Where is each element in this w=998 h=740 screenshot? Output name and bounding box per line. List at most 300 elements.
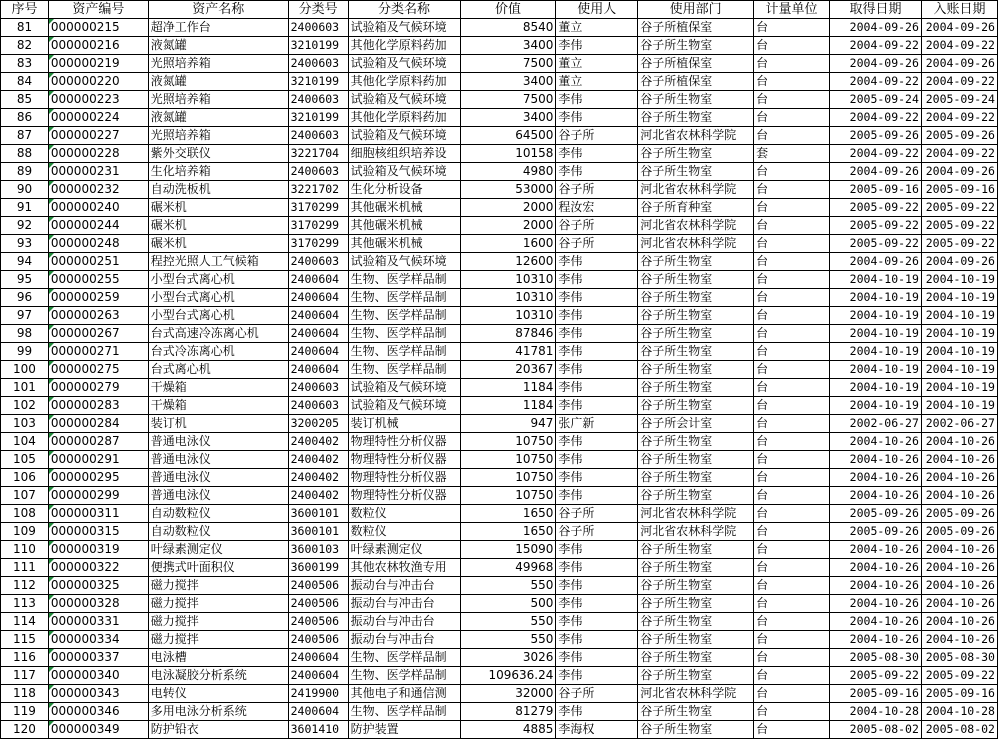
cell-index[interactable]: 97	[1, 307, 49, 325]
cell-index[interactable]: 81	[1, 19, 49, 37]
cell-unit[interactable]: 台	[754, 649, 830, 667]
cell-asset-name[interactable]: 多用电泳分析系统	[148, 703, 288, 721]
cell-user[interactable]: 李伟	[556, 487, 638, 505]
cell-acquired-date[interactable]: 2004-10-26	[830, 613, 922, 631]
cell-class-name[interactable]: 物理特性分析仪器	[348, 433, 460, 451]
cell-unit[interactable]: 台	[754, 721, 830, 739]
cell-unit[interactable]: 台	[754, 181, 830, 199]
cell-user[interactable]: 李伟	[556, 289, 638, 307]
cell-class-name[interactable]: 振动台与冲击台	[348, 577, 460, 595]
cell-acquired-date[interactable]: 2005-09-22	[830, 199, 922, 217]
cell-user[interactable]: 李伟	[556, 361, 638, 379]
cell-unit[interactable]: 台	[754, 19, 830, 37]
cell-unit[interactable]: 台	[754, 235, 830, 253]
cell-booked-date[interactable]: 2005-09-16	[921, 181, 997, 199]
cell-unit[interactable]: 台	[754, 271, 830, 289]
cell-asset-code[interactable]: 000000291	[48, 451, 148, 469]
cell-index[interactable]: 98	[1, 325, 49, 343]
cell-unit[interactable]: 台	[754, 127, 830, 145]
cell-value[interactable]: 4885	[460, 721, 556, 739]
header-cell-class-code[interactable]: 分类号	[288, 1, 348, 19]
cell-class-name[interactable]: 试验箱及气候环境	[348, 55, 460, 73]
cell-unit[interactable]: 台	[754, 109, 830, 127]
cell-booked-date[interactable]: 2005-09-16	[921, 685, 997, 703]
cell-class-code[interactable]: 3170299	[288, 217, 348, 235]
cell-class-code[interactable]: 3600101	[288, 505, 348, 523]
cell-acquired-date[interactable]: 2005-08-02	[830, 721, 922, 739]
cell-user[interactable]: 李伟	[556, 631, 638, 649]
cell-acquired-date[interactable]: 2004-10-26	[830, 577, 922, 595]
cell-class-code[interactable]: 2400604	[288, 289, 348, 307]
cell-department[interactable]: 谷子所会计室	[638, 415, 754, 433]
cell-department[interactable]: 谷子所生物室	[638, 667, 754, 685]
cell-asset-name[interactable]: 装订机	[148, 415, 288, 433]
cell-index[interactable]: 93	[1, 235, 49, 253]
cell-department[interactable]: 谷子所生物室	[638, 631, 754, 649]
cell-class-code[interactable]: 2400506	[288, 577, 348, 595]
cell-value[interactable]: 53000	[460, 181, 556, 199]
cell-booked-date[interactable]: 2005-09-26	[921, 505, 997, 523]
cell-class-name[interactable]: 防护装置	[348, 721, 460, 739]
cell-user[interactable]: 李伟	[556, 433, 638, 451]
cell-class-code[interactable]: 2400506	[288, 613, 348, 631]
cell-asset-name[interactable]: 普通电泳仪	[148, 469, 288, 487]
cell-value[interactable]: 10750	[460, 433, 556, 451]
cell-user[interactable]: 李伟	[556, 253, 638, 271]
cell-asset-name[interactable]: 光照培养箱	[148, 55, 288, 73]
cell-class-code[interactable]: 2400604	[288, 667, 348, 685]
cell-value[interactable]: 64500	[460, 127, 556, 145]
cell-class-code[interactable]: 2400402	[288, 433, 348, 451]
cell-index[interactable]: 115	[1, 631, 49, 649]
cell-acquired-date[interactable]: 2005-09-26	[830, 523, 922, 541]
cell-asset-code[interactable]: 000000325	[48, 577, 148, 595]
cell-acquired-date[interactable]: 2004-10-19	[830, 325, 922, 343]
cell-class-code[interactable]: 3221704	[288, 145, 348, 163]
cell-unit[interactable]: 台	[754, 343, 830, 361]
cell-user[interactable]: 李伟	[556, 559, 638, 577]
cell-booked-date[interactable]: 2005-09-22	[921, 235, 997, 253]
cell-booked-date[interactable]: 2005-09-22	[921, 667, 997, 685]
cell-acquired-date[interactable]: 2004-10-19	[830, 289, 922, 307]
cell-class-name[interactable]: 生物、医学样品制	[348, 343, 460, 361]
cell-department[interactable]: 谷子所植保室	[638, 73, 754, 91]
cell-index[interactable]: 107	[1, 487, 49, 505]
cell-value[interactable]: 41781	[460, 343, 556, 361]
cell-class-code[interactable]: 2400603	[288, 253, 348, 271]
cell-user[interactable]: 李海权	[556, 721, 638, 739]
cell-index[interactable]: 85	[1, 91, 49, 109]
cell-asset-name[interactable]: 干燥箱	[148, 397, 288, 415]
cell-asset-code[interactable]: 000000228	[48, 145, 148, 163]
cell-asset-name[interactable]: 台式冷冻离心机	[148, 343, 288, 361]
cell-user[interactable]: 董立	[556, 55, 638, 73]
cell-value[interactable]: 10750	[460, 451, 556, 469]
cell-index[interactable]: 118	[1, 685, 49, 703]
cell-index[interactable]: 111	[1, 559, 49, 577]
cell-index[interactable]: 83	[1, 55, 49, 73]
cell-unit[interactable]: 台	[754, 163, 830, 181]
cell-booked-date[interactable]: 2004-09-22	[921, 73, 997, 91]
cell-department[interactable]: 谷子所生物室	[638, 559, 754, 577]
cell-index[interactable]: 101	[1, 379, 49, 397]
cell-asset-code[interactable]: 000000328	[48, 595, 148, 613]
cell-department[interactable]: 谷子所生物室	[638, 37, 754, 55]
cell-user[interactable]: 李伟	[556, 397, 638, 415]
cell-department[interactable]: 谷子所生物室	[638, 649, 754, 667]
cell-user[interactable]: 谷子所	[556, 523, 638, 541]
cell-department[interactable]: 谷子所植保室	[638, 55, 754, 73]
cell-unit[interactable]: 台	[754, 559, 830, 577]
cell-value[interactable]: 1600	[460, 235, 556, 253]
cell-acquired-date[interactable]: 2005-09-24	[830, 91, 922, 109]
cell-asset-code[interactable]: 000000284	[48, 415, 148, 433]
cell-class-code[interactable]: 3601410	[288, 721, 348, 739]
cell-department[interactable]: 谷子所生物室	[638, 613, 754, 631]
cell-user[interactable]: 李伟	[556, 343, 638, 361]
cell-unit[interactable]: 台	[754, 289, 830, 307]
cell-acquired-date[interactable]: 2004-10-19	[830, 379, 922, 397]
cell-index[interactable]: 89	[1, 163, 49, 181]
cell-class-name[interactable]: 生物、医学样品制	[348, 361, 460, 379]
cell-acquired-date[interactable]: 2004-10-19	[830, 361, 922, 379]
cell-unit[interactable]: 台	[754, 631, 830, 649]
cell-class-code[interactable]: 2400604	[288, 307, 348, 325]
cell-index[interactable]: 87	[1, 127, 49, 145]
cell-index[interactable]: 94	[1, 253, 49, 271]
cell-asset-code[interactable]: 000000343	[48, 685, 148, 703]
cell-class-name[interactable]: 生物、医学样品制	[348, 703, 460, 721]
cell-index[interactable]: 86	[1, 109, 49, 127]
cell-class-name[interactable]: 试验箱及气候环境	[348, 127, 460, 145]
cell-acquired-date[interactable]: 2004-10-19	[830, 307, 922, 325]
cell-asset-code[interactable]: 000000244	[48, 217, 148, 235]
cell-user[interactable]: 谷子所	[556, 181, 638, 199]
cell-index[interactable]: 106	[1, 469, 49, 487]
cell-index[interactable]: 84	[1, 73, 49, 91]
cell-asset-name[interactable]: 叶绿素测定仪	[148, 541, 288, 559]
cell-unit[interactable]: 台	[754, 217, 830, 235]
cell-user[interactable]: 李伟	[556, 451, 638, 469]
cell-value[interactable]: 1184	[460, 397, 556, 415]
cell-acquired-date[interactable]: 2004-09-22	[830, 73, 922, 91]
cell-asset-code[interactable]: 000000223	[48, 91, 148, 109]
cell-asset-name[interactable]: 超净工作台	[148, 19, 288, 37]
cell-class-name[interactable]: 装订机械	[348, 415, 460, 433]
cell-unit[interactable]: 台	[754, 703, 830, 721]
cell-asset-code[interactable]: 000000267	[48, 325, 148, 343]
header-cell-asset-code[interactable]: 资产编号	[48, 1, 148, 19]
cell-department[interactable]: 河北省农林科学院	[638, 181, 754, 199]
cell-class-name[interactable]: 数粒仪	[348, 505, 460, 523]
cell-acquired-date[interactable]: 2004-09-22	[830, 109, 922, 127]
cell-class-code[interactable]: 2400604	[288, 703, 348, 721]
cell-booked-date[interactable]: 2002-06-27	[921, 415, 997, 433]
cell-department[interactable]: 河北省农林科学院	[638, 235, 754, 253]
cell-class-code[interactable]: 3200205	[288, 415, 348, 433]
cell-department[interactable]: 谷子所生物室	[638, 163, 754, 181]
cell-class-code[interactable]: 3210199	[288, 37, 348, 55]
cell-booked-date[interactable]: 2004-09-22	[921, 109, 997, 127]
cell-unit[interactable]: 台	[754, 685, 830, 703]
cell-index[interactable]: 105	[1, 451, 49, 469]
cell-asset-code[interactable]: 000000220	[48, 73, 148, 91]
cell-value[interactable]: 32000	[460, 685, 556, 703]
cell-unit[interactable]: 台	[754, 73, 830, 91]
cell-index[interactable]: 99	[1, 343, 49, 361]
cell-index[interactable]: 82	[1, 37, 49, 55]
cell-asset-name[interactable]: 台式离心机	[148, 361, 288, 379]
cell-class-code[interactable]: 2400402	[288, 451, 348, 469]
cell-class-name[interactable]: 物理特性分析仪器	[348, 451, 460, 469]
cell-value[interactable]: 81279	[460, 703, 556, 721]
cell-unit[interactable]: 台	[754, 433, 830, 451]
cell-user[interactable]: 李伟	[556, 307, 638, 325]
cell-asset-name[interactable]: 小型台式离心机	[148, 307, 288, 325]
cell-department[interactable]: 谷子所生物室	[638, 271, 754, 289]
cell-class-name[interactable]: 生物、医学样品制	[348, 649, 460, 667]
cell-class-code[interactable]: 2400604	[288, 325, 348, 343]
cell-booked-date[interactable]: 2005-08-02	[921, 721, 997, 739]
cell-booked-date[interactable]: 2004-10-19	[921, 379, 997, 397]
cell-acquired-date[interactable]: 2005-08-30	[830, 649, 922, 667]
cell-unit[interactable]: 台	[754, 199, 830, 217]
header-cell-acquired-date[interactable]: 取得日期	[830, 1, 922, 19]
cell-asset-name[interactable]: 碾米机	[148, 199, 288, 217]
cell-user[interactable]: 李伟	[556, 703, 638, 721]
cell-unit[interactable]: 台	[754, 55, 830, 73]
cell-asset-name[interactable]: 小型台式离心机	[148, 289, 288, 307]
cell-asset-name[interactable]: 普通电泳仪	[148, 451, 288, 469]
cell-value[interactable]: 3400	[460, 73, 556, 91]
cell-class-code[interactable]: 2419900	[288, 685, 348, 703]
cell-value[interactable]: 3400	[460, 109, 556, 127]
cell-asset-code[interactable]: 000000340	[48, 667, 148, 685]
cell-booked-date[interactable]: 2005-09-22	[921, 199, 997, 217]
cell-user[interactable]: 李伟	[556, 163, 638, 181]
cell-acquired-date[interactable]: 2004-10-19	[830, 343, 922, 361]
cell-asset-name[interactable]: 电转仪	[148, 685, 288, 703]
cell-asset-name[interactable]: 紫外交联仪	[148, 145, 288, 163]
cell-unit[interactable]: 台	[754, 667, 830, 685]
cell-unit[interactable]: 台	[754, 361, 830, 379]
cell-asset-name[interactable]: 台式高速冷冻离心机	[148, 325, 288, 343]
cell-class-name[interactable]: 其他碾米机械	[348, 199, 460, 217]
cell-booked-date[interactable]: 2004-09-22	[921, 145, 997, 163]
cell-asset-code[interactable]: 000000279	[48, 379, 148, 397]
cell-asset-code[interactable]: 000000215	[48, 19, 148, 37]
cell-class-code[interactable]: 3210199	[288, 73, 348, 91]
cell-class-code[interactable]: 2400604	[288, 361, 348, 379]
cell-index[interactable]: 109	[1, 523, 49, 541]
cell-value[interactable]: 3026	[460, 649, 556, 667]
cell-class-code[interactable]: 2400506	[288, 595, 348, 613]
cell-value[interactable]: 7500	[460, 55, 556, 73]
cell-asset-code[interactable]: 000000255	[48, 271, 148, 289]
cell-class-name[interactable]: 其他碾米机械	[348, 235, 460, 253]
cell-class-code[interactable]: 2400604	[288, 271, 348, 289]
cell-class-name[interactable]: 叶绿素测定仪	[348, 541, 460, 559]
cell-class-code[interactable]: 2400603	[288, 127, 348, 145]
cell-index[interactable]: 116	[1, 649, 49, 667]
cell-asset-name[interactable]: 碾米机	[148, 217, 288, 235]
cell-asset-code[interactable]: 000000259	[48, 289, 148, 307]
cell-index[interactable]: 96	[1, 289, 49, 307]
cell-asset-name[interactable]: 自动洗板机	[148, 181, 288, 199]
cell-asset-code[interactable]: 000000295	[48, 469, 148, 487]
cell-booked-date[interactable]: 2004-10-26	[921, 613, 997, 631]
cell-asset-name[interactable]: 自动数粒仪	[148, 505, 288, 523]
cell-booked-date[interactable]: 2004-10-19	[921, 325, 997, 343]
cell-booked-date[interactable]: 2004-10-28	[921, 703, 997, 721]
cell-asset-code[interactable]: 000000224	[48, 109, 148, 127]
cell-asset-code[interactable]: 000000315	[48, 523, 148, 541]
cell-acquired-date[interactable]: 2004-10-26	[830, 469, 922, 487]
cell-acquired-date[interactable]: 2002-06-27	[830, 415, 922, 433]
cell-asset-code[interactable]: 000000322	[48, 559, 148, 577]
cell-class-code[interactable]: 2400603	[288, 55, 348, 73]
cell-class-name[interactable]: 数粒仪	[348, 523, 460, 541]
cell-acquired-date[interactable]: 2004-10-19	[830, 397, 922, 415]
cell-unit[interactable]: 套	[754, 145, 830, 163]
cell-booked-date[interactable]: 2004-10-26	[921, 631, 997, 649]
cell-user[interactable]: 董立	[556, 73, 638, 91]
cell-asset-code[interactable]: 000000219	[48, 55, 148, 73]
cell-booked-date[interactable]: 2004-10-26	[921, 487, 997, 505]
cell-booked-date[interactable]: 2005-09-26	[921, 127, 997, 145]
cell-user[interactable]: 程汝宏	[556, 199, 638, 217]
cell-asset-name[interactable]: 光照培养箱	[148, 91, 288, 109]
cell-value[interactable]: 12600	[460, 253, 556, 271]
cell-acquired-date[interactable]: 2004-09-26	[830, 253, 922, 271]
cell-asset-name[interactable]: 程控光照人工气候箱	[148, 253, 288, 271]
cell-value[interactable]: 2000	[460, 217, 556, 235]
cell-department[interactable]: 河北省农林科学院	[638, 685, 754, 703]
cell-class-code[interactable]: 3170299	[288, 235, 348, 253]
cell-class-name[interactable]: 振动台与冲击台	[348, 613, 460, 631]
cell-asset-name[interactable]: 碾米机	[148, 235, 288, 253]
cell-asset-name[interactable]: 普通电泳仪	[148, 487, 288, 505]
cell-class-name[interactable]: 生物、医学样品制	[348, 307, 460, 325]
cell-department[interactable]: 河北省农林科学院	[638, 217, 754, 235]
cell-acquired-date[interactable]: 2005-09-26	[830, 505, 922, 523]
cell-unit[interactable]: 台	[754, 379, 830, 397]
cell-unit[interactable]: 台	[754, 469, 830, 487]
cell-class-name[interactable]: 试验箱及气候环境	[348, 379, 460, 397]
cell-class-name[interactable]: 生物、医学样品制	[348, 271, 460, 289]
cell-department[interactable]: 谷子所生物室	[638, 487, 754, 505]
cell-index[interactable]: 110	[1, 541, 49, 559]
cell-acquired-date[interactable]: 2005-09-22	[830, 235, 922, 253]
cell-unit[interactable]: 台	[754, 523, 830, 541]
cell-user[interactable]: 李伟	[556, 271, 638, 289]
cell-value[interactable]: 8540	[460, 19, 556, 37]
cell-booked-date[interactable]: 2004-10-19	[921, 343, 997, 361]
cell-index[interactable]: 95	[1, 271, 49, 289]
cell-department[interactable]: 谷子所生物室	[638, 109, 754, 127]
cell-value[interactable]: 10310	[460, 307, 556, 325]
cell-index[interactable]: 104	[1, 433, 49, 451]
cell-unit[interactable]: 台	[754, 91, 830, 109]
cell-value[interactable]: 550	[460, 613, 556, 631]
cell-asset-code[interactable]: 000000232	[48, 181, 148, 199]
cell-user[interactable]: 谷子所	[556, 505, 638, 523]
cell-value[interactable]: 500	[460, 595, 556, 613]
cell-unit[interactable]: 台	[754, 595, 830, 613]
cell-user[interactable]: 李伟	[556, 325, 638, 343]
cell-index[interactable]: 102	[1, 397, 49, 415]
cell-index[interactable]: 114	[1, 613, 49, 631]
cell-user[interactable]: 李伟	[556, 667, 638, 685]
cell-acquired-date[interactable]: 2004-10-26	[830, 541, 922, 559]
cell-unit[interactable]: 台	[754, 487, 830, 505]
cell-value[interactable]: 947	[460, 415, 556, 433]
cell-class-name[interactable]: 试验箱及气候环境	[348, 163, 460, 181]
cell-department[interactable]: 河北省农林科学院	[638, 523, 754, 541]
cell-asset-code[interactable]: 000000346	[48, 703, 148, 721]
cell-class-name[interactable]: 其他电子和通信测	[348, 685, 460, 703]
cell-booked-date[interactable]: 2004-10-19	[921, 361, 997, 379]
cell-class-code[interactable]: 3210199	[288, 109, 348, 127]
cell-booked-date[interactable]: 2004-09-26	[921, 55, 997, 73]
cell-acquired-date[interactable]: 2005-09-22	[830, 667, 922, 685]
cell-unit[interactable]: 台	[754, 613, 830, 631]
cell-value[interactable]: 15090	[460, 541, 556, 559]
cell-acquired-date[interactable]: 2004-09-22	[830, 145, 922, 163]
cell-class-name[interactable]: 生物、医学样品制	[348, 289, 460, 307]
cell-asset-code[interactable]: 000000311	[48, 505, 148, 523]
cell-class-name[interactable]: 振动台与冲击台	[348, 631, 460, 649]
cell-user[interactable]: 李伟	[556, 649, 638, 667]
cell-department[interactable]: 谷子所生物室	[638, 361, 754, 379]
cell-department[interactable]: 谷子所生物室	[638, 433, 754, 451]
cell-asset-code[interactable]: 000000283	[48, 397, 148, 415]
cell-asset-code[interactable]: 000000251	[48, 253, 148, 271]
cell-acquired-date[interactable]: 2004-10-19	[830, 271, 922, 289]
cell-value[interactable]: 2000	[460, 199, 556, 217]
cell-class-code[interactable]: 2400603	[288, 379, 348, 397]
cell-asset-code[interactable]: 000000331	[48, 613, 148, 631]
cell-asset-name[interactable]: 液氮罐	[148, 37, 288, 55]
cell-class-code[interactable]: 2400402	[288, 469, 348, 487]
cell-value[interactable]: 10310	[460, 289, 556, 307]
cell-user[interactable]: 李伟	[556, 469, 638, 487]
cell-asset-name[interactable]: 磁力搅拌	[148, 631, 288, 649]
cell-department[interactable]: 谷子所生物室	[638, 343, 754, 361]
cell-unit[interactable]: 台	[754, 37, 830, 55]
cell-value[interactable]: 1184	[460, 379, 556, 397]
cell-index[interactable]: 91	[1, 199, 49, 217]
cell-department[interactable]: 谷子所生物室	[638, 145, 754, 163]
cell-department[interactable]: 河北省农林科学院	[638, 505, 754, 523]
cell-class-code[interactable]: 2400402	[288, 487, 348, 505]
cell-booked-date[interactable]: 2004-09-26	[921, 253, 997, 271]
cell-class-code[interactable]: 3600103	[288, 541, 348, 559]
cell-value[interactable]: 1650	[460, 523, 556, 541]
cell-user[interactable]: 李伟	[556, 577, 638, 595]
header-cell-class-name[interactable]: 分类名称	[348, 1, 460, 19]
cell-booked-date[interactable]: 2004-10-19	[921, 307, 997, 325]
cell-department[interactable]: 谷子所育种室	[638, 199, 754, 217]
cell-user[interactable]: 谷子所	[556, 127, 638, 145]
cell-asset-name[interactable]: 生化培养箱	[148, 163, 288, 181]
cell-class-name[interactable]: 试验箱及气候环境	[348, 91, 460, 109]
cell-acquired-date[interactable]: 2005-09-26	[830, 127, 922, 145]
cell-booked-date[interactable]: 2004-10-19	[921, 289, 997, 307]
cell-class-name[interactable]: 其他农林牧渔专用	[348, 559, 460, 577]
cell-asset-code[interactable]: 000000349	[48, 721, 148, 739]
cell-user[interactable]: 董立	[556, 19, 638, 37]
